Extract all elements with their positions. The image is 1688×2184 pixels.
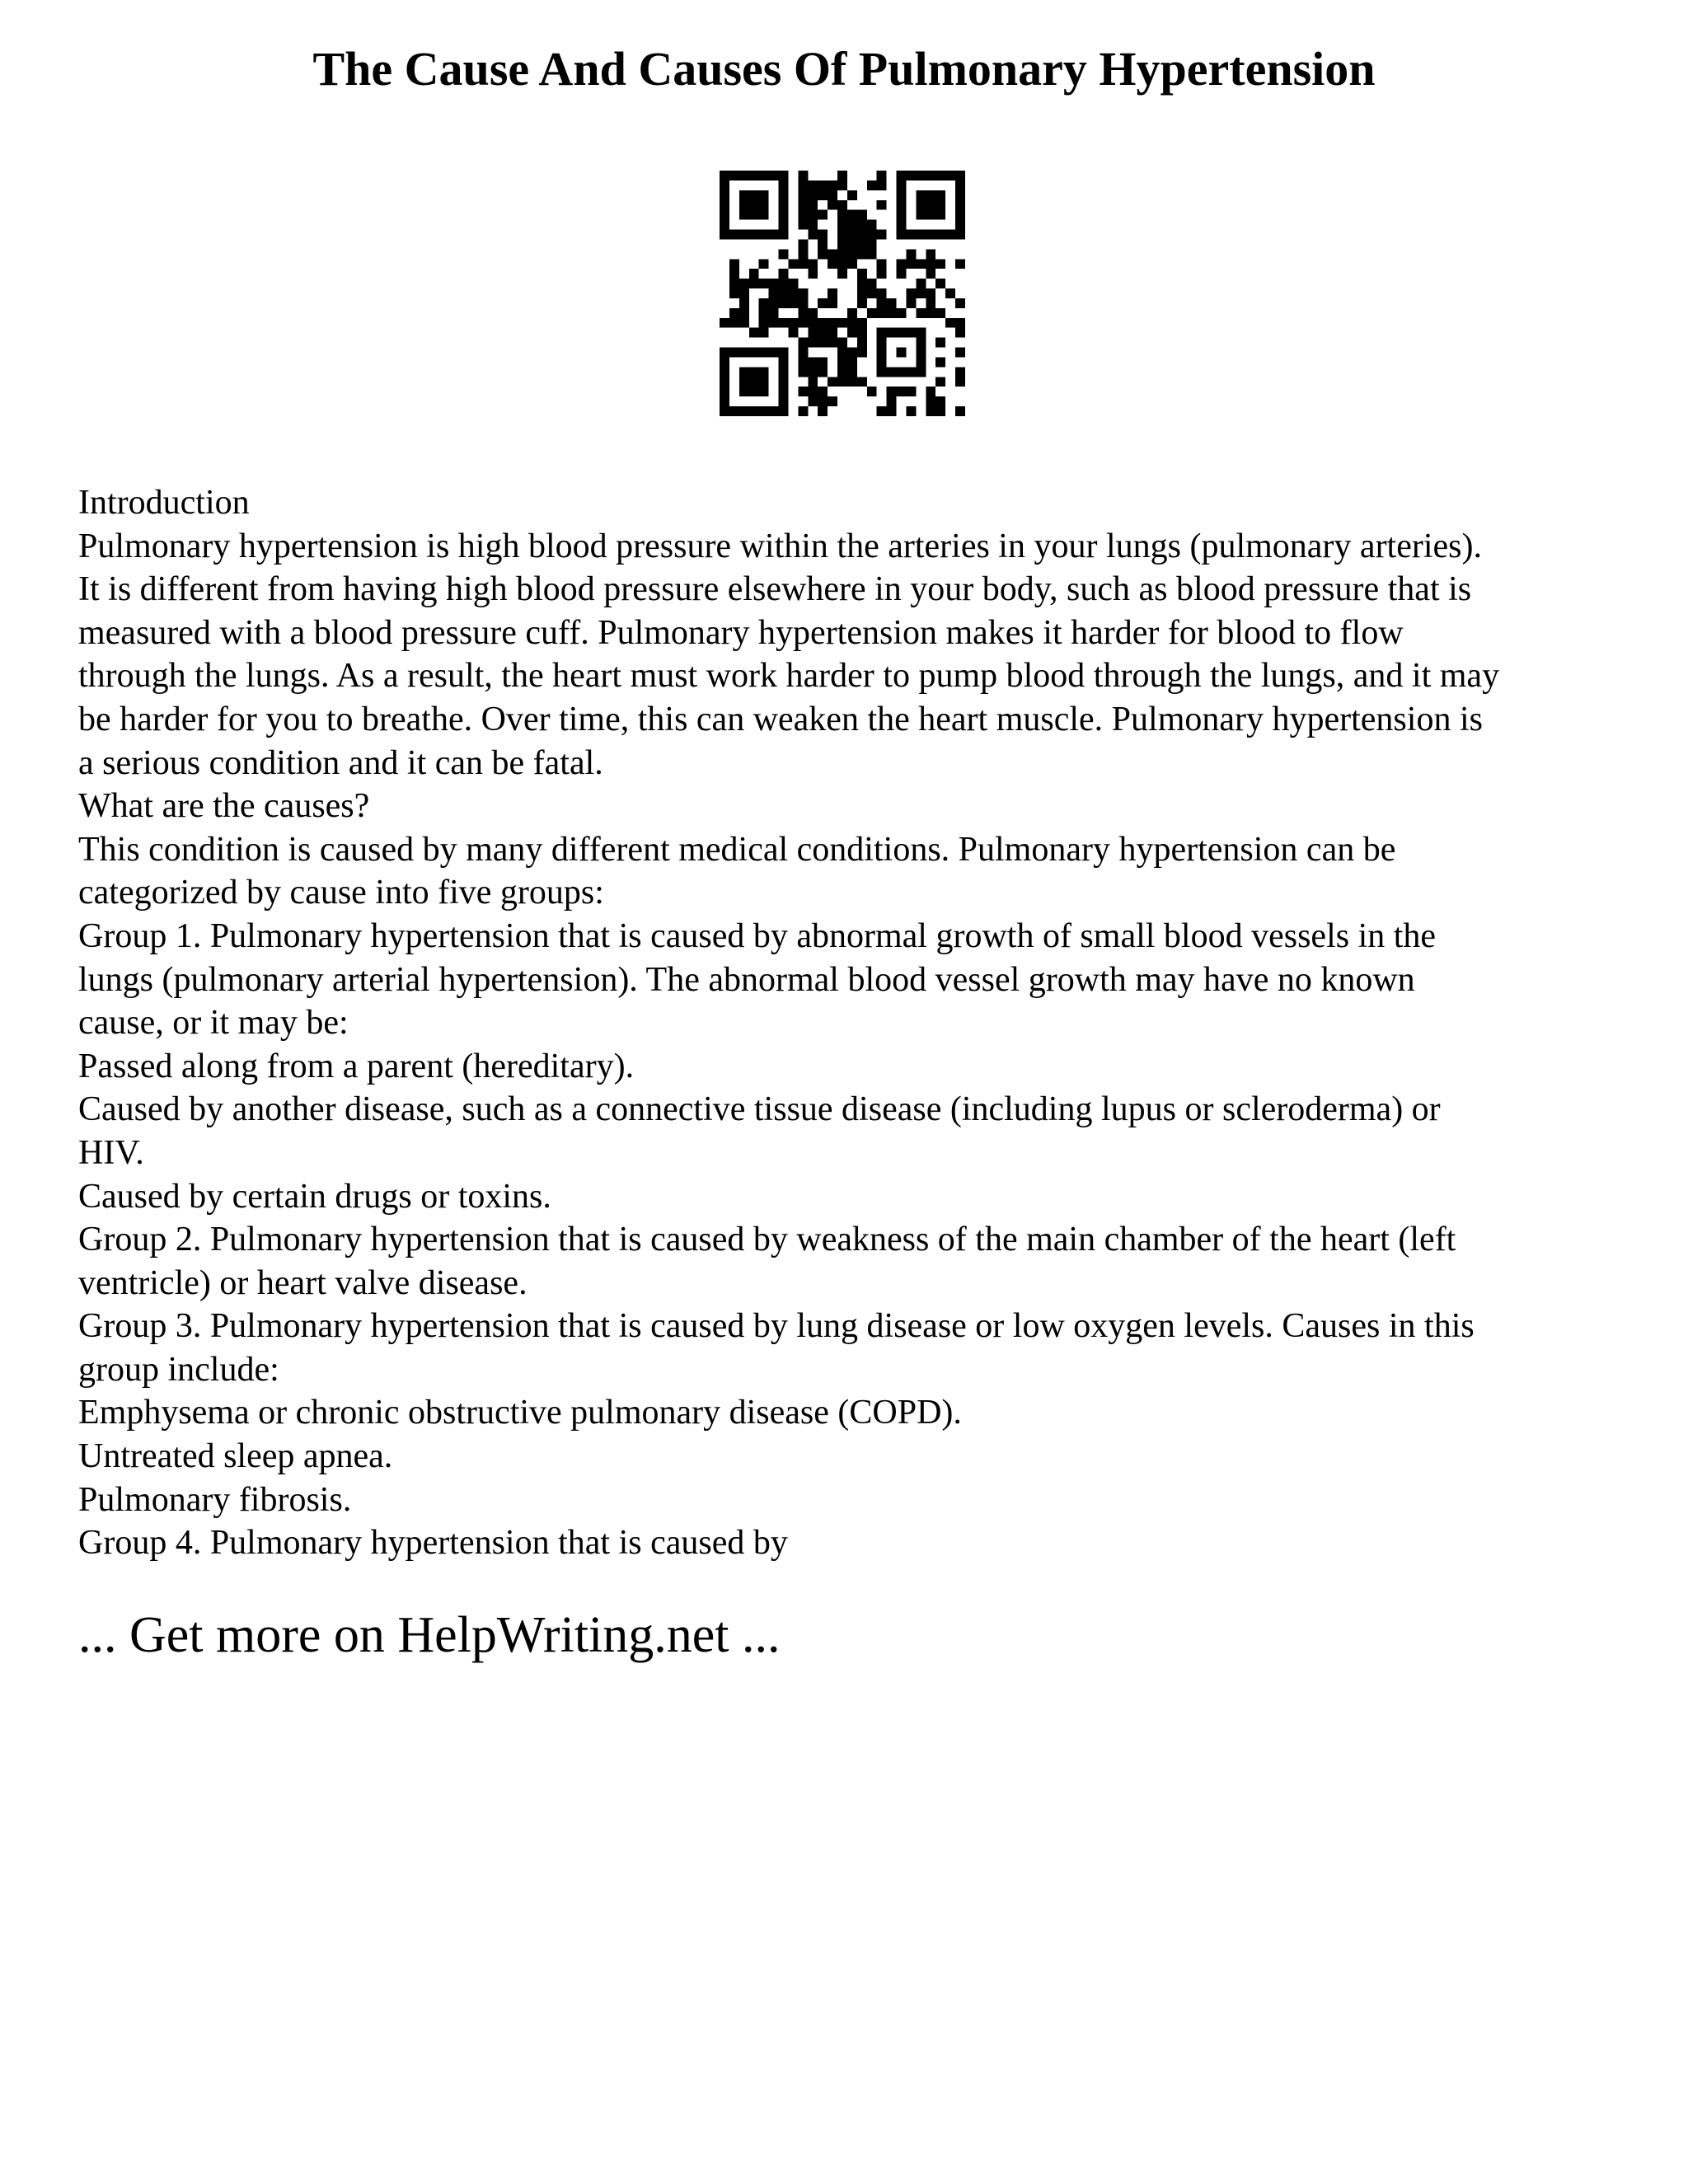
qr-code-icon	[720, 171, 965, 416]
body-line: ventricle) or heart valve disease.	[78, 1263, 528, 1302]
body-line: Caused by certain drugs or toxins.	[78, 1177, 551, 1216]
body-line: Untreated sleep apnea.	[78, 1437, 393, 1476]
get-more-link[interactable]: ... Get more on HelpWriting.net ...	[78, 1607, 781, 1663]
body-line: HIV.	[78, 1133, 144, 1172]
body-line: lungs (pulmonary arterial hypertension). The abnormal blood vessel growth may have no known	[78, 960, 1415, 999]
body-line: Pulmonary fibrosis.	[78, 1480, 352, 1519]
body-line: Group 4. Pulmonary hypertension that is caused by	[78, 1524, 788, 1563]
body-line: categorized by cause into five groups:	[78, 874, 604, 912]
body-line: What are the causes?	[78, 787, 370, 826]
body-line: Emphysema or chronic obstructive pulmonary disease (COPD).	[78, 1394, 962, 1432]
body-line: Passed along from a parent (hereditary).	[78, 1047, 635, 1085]
body-line: Group 3. Pulmonary hypertension that is caused by lung disease or low oxygen levels. Causes in this	[78, 1307, 1475, 1346]
body-line: Introduction	[78, 484, 250, 522]
body-line: through the lungs. As a result, the heart must work harder to pump blood through the lungs, and it may	[78, 657, 1500, 696]
body-line: cause, or it may be:	[78, 1004, 349, 1043]
body-line: Pulmonary hypertension is high blood pressure within the arteries in your lungs (pulmonary arteries).	[78, 527, 1482, 565]
body-line: Group 1. Pulmonary hypertension that is caused by abnormal growth of small blood vessels in the	[78, 916, 1437, 955]
body-line: Group 2. Pulmonary hypertension that is caused by weakness of the main chamber of the heart (left	[78, 1221, 1456, 1259]
body-line: It is different from having high blood pressure elsewhere in your body, such as blood pressure that is	[78, 570, 1472, 609]
body-line: a serious condition and it can be fatal.	[78, 743, 603, 782]
document-title: The Cause And Causes Of Pulmonary Hypertension	[312, 42, 1376, 96]
body-line: be harder for you to breathe. Over time, this can weaken the heart muscle. Pulmonary hypertension is	[78, 700, 1483, 738]
document-body	[78, 481, 1636, 1565]
body-line: This condition is caused by many different medical conditions. Pulmonary hypertension can be	[78, 830, 1396, 869]
body-line: group include:	[78, 1350, 279, 1389]
body-line: Caused by another disease, such as a connective tissue disease (including lupus or scleroderma) or	[78, 1090, 1441, 1129]
body-line: measured with a blood pressure cuff. Pulmonary hypertension makes it harder for blood to flow	[78, 613, 1404, 652]
